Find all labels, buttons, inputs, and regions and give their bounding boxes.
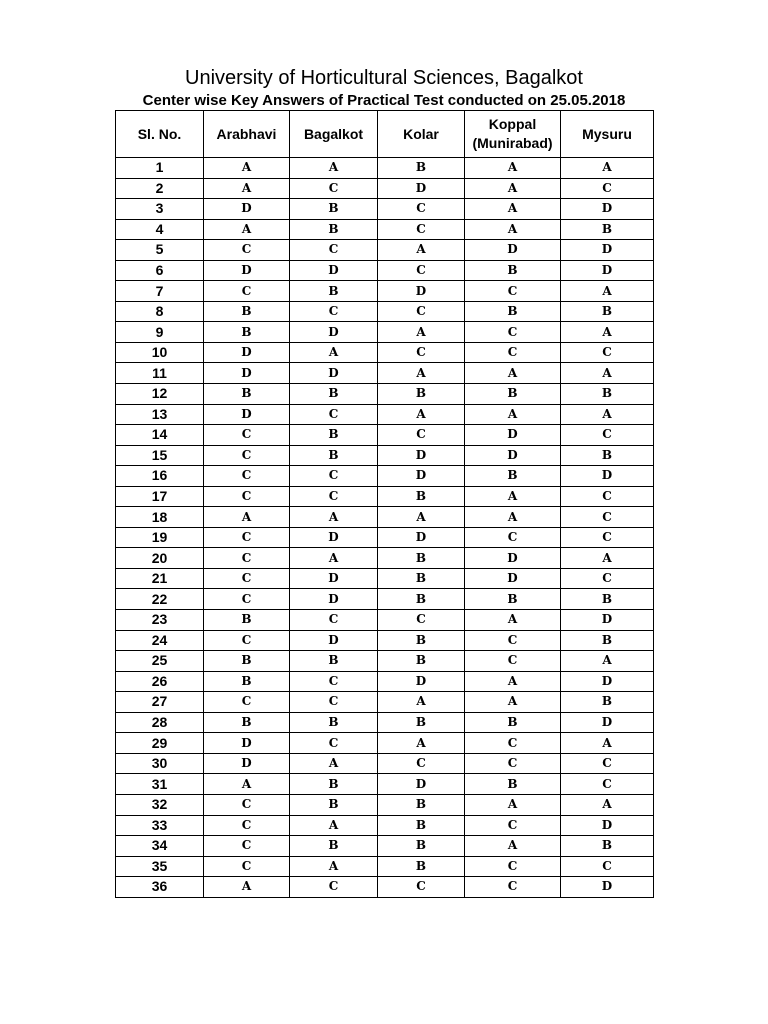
serial-number-cell: 7: [116, 281, 204, 302]
answer-cell-arabhavi: B: [204, 651, 290, 672]
answer-cell-mysuru: D: [561, 671, 654, 692]
answer-cell-koppal: C: [465, 856, 561, 877]
serial-number-cell: 35: [116, 856, 204, 877]
answer-cell-mysuru: A: [561, 794, 654, 815]
document-title: University of Horticultural Sciences, Bagalkot: [185, 67, 583, 89]
answer-cell-koppal: A: [465, 158, 561, 179]
document-subtitle: Center wise Key Answers of Practical Test conducted on 25.05.2018: [142, 92, 626, 109]
answer-cell-koppal: B: [465, 384, 561, 405]
answer-cell-kolar: C: [378, 219, 465, 240]
table-row: [116, 219, 654, 240]
answer-cell-bagalkot: C: [290, 178, 378, 199]
answer-cell-mysuru: A: [561, 158, 654, 179]
table-header: [116, 111, 654, 158]
table-row: [116, 425, 654, 446]
table-row: [116, 322, 654, 343]
table-row: [116, 199, 654, 220]
serial-number-cell: 22: [116, 589, 204, 610]
answer-cell-arabhavi: B: [204, 384, 290, 405]
answer-cell-bagalkot: A: [290, 815, 378, 836]
table-row: [116, 733, 654, 754]
answer-cell-bagalkot: A: [290, 753, 378, 774]
answer-cell-kolar: B: [378, 856, 465, 877]
answer-cell-koppal: B: [465, 260, 561, 281]
answer-cell-mysuru: B: [561, 384, 654, 405]
answer-cell-kolar: C: [378, 260, 465, 281]
answer-cell-arabhavi: C: [204, 589, 290, 610]
answer-cell-bagalkot: D: [290, 630, 378, 651]
answer-cell-mysuru: C: [561, 507, 654, 528]
answer-cell-mysuru: C: [561, 527, 654, 548]
answer-cell-koppal: A: [465, 836, 561, 857]
answer-cell-arabhavi: C: [204, 692, 290, 713]
answer-cell-kolar: C: [378, 753, 465, 774]
table-row: [116, 507, 654, 528]
table-row: [116, 568, 654, 589]
table-row: [116, 815, 654, 836]
answer-cell-koppal: A: [465, 610, 561, 631]
serial-number-cell: 36: [116, 877, 204, 898]
answer-cell-bagalkot: A: [290, 342, 378, 363]
answer-cell-kolar: D: [378, 774, 465, 795]
answer-cell-arabhavi: C: [204, 527, 290, 548]
answer-cell-mysuru: C: [561, 568, 654, 589]
answer-cell-koppal: C: [465, 651, 561, 672]
answer-cell-kolar: B: [378, 486, 465, 507]
answer-cell-bagalkot: D: [290, 322, 378, 343]
serial-number-cell: 6: [116, 260, 204, 281]
answer-cell-koppal: D: [465, 568, 561, 589]
answer-cell-kolar: D: [378, 527, 465, 548]
answer-cell-mysuru: A: [561, 363, 654, 384]
answer-cell-bagalkot: D: [290, 260, 378, 281]
serial-number-cell: 31: [116, 774, 204, 795]
answer-cell-kolar: B: [378, 158, 465, 179]
table-row: [116, 836, 654, 857]
answer-cell-arabhavi: A: [204, 774, 290, 795]
answer-cell-koppal: C: [465, 753, 561, 774]
answer-cell-mysuru: B: [561, 589, 654, 610]
answer-cell-arabhavi: C: [204, 486, 290, 507]
answer-cell-bagalkot: B: [290, 425, 378, 446]
table-row: [116, 486, 654, 507]
answer-cell-bagalkot: B: [290, 712, 378, 733]
answer-cell-kolar: B: [378, 630, 465, 651]
answer-cell-mysuru: D: [561, 815, 654, 836]
answer-cell-arabhavi: D: [204, 342, 290, 363]
answer-cell-arabhavi: A: [204, 219, 290, 240]
answer-key-table: [115, 110, 654, 898]
answer-cell-koppal: C: [465, 527, 561, 548]
table-body: [116, 158, 654, 898]
serial-number-cell: 21: [116, 568, 204, 589]
header-mysuru: Mysuru: [561, 111, 654, 158]
answer-cell-arabhavi: B: [204, 610, 290, 631]
serial-number-cell: 23: [116, 610, 204, 631]
answer-cell-bagalkot: B: [290, 445, 378, 466]
answer-cell-arabhavi: C: [204, 445, 290, 466]
answer-cell-kolar: A: [378, 322, 465, 343]
answer-cell-kolar: B: [378, 568, 465, 589]
answer-cell-mysuru: C: [561, 486, 654, 507]
answer-cell-bagalkot: D: [290, 589, 378, 610]
answer-cell-kolar: A: [378, 240, 465, 261]
answer-cell-bagalkot: B: [290, 774, 378, 795]
table-row: [116, 692, 654, 713]
answer-cell-mysuru: A: [561, 651, 654, 672]
answer-cell-kolar: B: [378, 651, 465, 672]
answer-cell-koppal: A: [465, 692, 561, 713]
serial-number-cell: 5: [116, 240, 204, 261]
table-row: [116, 342, 654, 363]
answer-cell-kolar: D: [378, 671, 465, 692]
answer-cell-kolar: B: [378, 712, 465, 733]
answer-cell-bagalkot: A: [290, 856, 378, 877]
answer-cell-arabhavi: A: [204, 507, 290, 528]
table-row: [116, 877, 654, 898]
answer-cell-arabhavi: C: [204, 856, 290, 877]
answer-cell-koppal: A: [465, 794, 561, 815]
answer-cell-kolar: A: [378, 363, 465, 384]
answer-cell-arabhavi: D: [204, 733, 290, 754]
table-row: [116, 158, 654, 179]
table-row: [116, 794, 654, 815]
answer-cell-kolar: B: [378, 815, 465, 836]
answer-cell-arabhavi: D: [204, 260, 290, 281]
answer-cell-bagalkot: D: [290, 363, 378, 384]
answer-cell-bagalkot: D: [290, 527, 378, 548]
answer-cell-kolar: C: [378, 425, 465, 446]
answer-cell-arabhavi: B: [204, 322, 290, 343]
answer-cell-bagalkot: B: [290, 219, 378, 240]
answer-cell-mysuru: D: [561, 240, 654, 261]
answer-cell-kolar: C: [378, 301, 465, 322]
answer-cell-koppal: A: [465, 219, 561, 240]
answer-cell-mysuru: D: [561, 877, 654, 898]
answer-cell-bagalkot: C: [290, 733, 378, 754]
table-row: [116, 630, 654, 651]
answer-cell-bagalkot: B: [290, 651, 378, 672]
answer-cell-mysuru: B: [561, 445, 654, 466]
answer-cell-arabhavi: B: [204, 712, 290, 733]
answer-cell-arabhavi: C: [204, 281, 290, 302]
table-row: [116, 466, 654, 487]
answer-cell-mysuru: A: [561, 322, 654, 343]
header-kolar: Kolar: [378, 111, 465, 158]
answer-cell-mysuru: A: [561, 281, 654, 302]
answer-cell-kolar: B: [378, 589, 465, 610]
table-row: [116, 712, 654, 733]
answer-cell-koppal: A: [465, 363, 561, 384]
table-row: [116, 548, 654, 569]
answer-cell-koppal: B: [465, 466, 561, 487]
answer-cell-arabhavi: A: [204, 178, 290, 199]
header-arabhavi: Arabhavi: [204, 111, 290, 158]
table-row: [116, 671, 654, 692]
answer-cell-bagalkot: C: [290, 404, 378, 425]
table-row: [116, 651, 654, 672]
answer-cell-arabhavi: C: [204, 836, 290, 857]
serial-number-cell: 25: [116, 651, 204, 672]
table-row: [116, 301, 654, 322]
answer-cell-mysuru: B: [561, 692, 654, 713]
serial-number-cell: 8: [116, 301, 204, 322]
answer-cell-mysuru: A: [561, 548, 654, 569]
table-row: [116, 774, 654, 795]
answer-cell-arabhavi: D: [204, 753, 290, 774]
answer-cell-mysuru: D: [561, 610, 654, 631]
header-bagalkot: Bagalkot: [290, 111, 378, 158]
answer-cell-koppal: C: [465, 342, 561, 363]
answer-cell-kolar: A: [378, 404, 465, 425]
answer-cell-kolar: A: [378, 507, 465, 528]
answer-cell-mysuru: C: [561, 425, 654, 446]
answer-cell-kolar: B: [378, 836, 465, 857]
answer-cell-bagalkot: B: [290, 199, 378, 220]
answer-cell-kolar: C: [378, 342, 465, 363]
answer-cell-arabhavi: A: [204, 158, 290, 179]
serial-number-cell: 10: [116, 342, 204, 363]
answer-cell-mysuru: C: [561, 856, 654, 877]
serial-number-cell: 26: [116, 671, 204, 692]
answer-cell-koppal: B: [465, 712, 561, 733]
serial-number-cell: 30: [116, 753, 204, 774]
answer-cell-koppal: C: [465, 815, 561, 836]
answer-cell-koppal: C: [465, 322, 561, 343]
answer-cell-koppal: A: [465, 199, 561, 220]
answer-cell-arabhavi: C: [204, 466, 290, 487]
table-row: [116, 260, 654, 281]
answer-cell-arabhavi: D: [204, 404, 290, 425]
table-row: [116, 610, 654, 631]
answer-cell-koppal: C: [465, 733, 561, 754]
table-row: [116, 240, 654, 261]
answer-cell-mysuru: C: [561, 774, 654, 795]
answer-cell-kolar: A: [378, 733, 465, 754]
serial-number-cell: 1: [116, 158, 204, 179]
answer-cell-mysuru: A: [561, 733, 654, 754]
serial-number-cell: 27: [116, 692, 204, 713]
table-row: [116, 856, 654, 877]
answer-cell-bagalkot: C: [290, 692, 378, 713]
answer-cell-bagalkot: B: [290, 836, 378, 857]
answer-cell-bagalkot: C: [290, 466, 378, 487]
answer-cell-koppal: A: [465, 178, 561, 199]
answer-cell-bagalkot: C: [290, 301, 378, 322]
serial-number-cell: 12: [116, 384, 204, 405]
serial-number-cell: 14: [116, 425, 204, 446]
answer-cell-koppal: B: [465, 301, 561, 322]
answer-cell-kolar: C: [378, 199, 465, 220]
table-row: [116, 404, 654, 425]
answer-cell-kolar: D: [378, 466, 465, 487]
answer-cell-arabhavi: D: [204, 199, 290, 220]
answer-cell-mysuru: B: [561, 630, 654, 651]
answer-cell-arabhavi: C: [204, 568, 290, 589]
answer-cell-mysuru: C: [561, 178, 654, 199]
answer-cell-bagalkot: C: [290, 877, 378, 898]
answer-cell-mysuru: D: [561, 260, 654, 281]
table-row: [116, 363, 654, 384]
answer-cell-bagalkot: B: [290, 281, 378, 302]
answer-cell-mysuru: B: [561, 301, 654, 322]
serial-number-cell: 13: [116, 404, 204, 425]
answer-cell-kolar: A: [378, 692, 465, 713]
answer-cell-koppal: C: [465, 281, 561, 302]
answer-cell-bagalkot: D: [290, 568, 378, 589]
answer-cell-arabhavi: C: [204, 794, 290, 815]
header-sl-no: Sl. No.: [116, 111, 204, 158]
answer-cell-kolar: B: [378, 548, 465, 569]
answer-cell-bagalkot: A: [290, 548, 378, 569]
answer-cell-mysuru: C: [561, 342, 654, 363]
serial-number-cell: 33: [116, 815, 204, 836]
answer-cell-bagalkot: A: [290, 507, 378, 528]
serial-number-cell: 24: [116, 630, 204, 651]
answer-cell-koppal: C: [465, 630, 561, 651]
answer-cell-koppal: A: [465, 486, 561, 507]
answer-cell-mysuru: B: [561, 836, 654, 857]
answer-cell-arabhavi: C: [204, 240, 290, 261]
answer-cell-koppal: D: [465, 445, 561, 466]
table-row: [116, 445, 654, 466]
serial-number-cell: 16: [116, 466, 204, 487]
answer-cell-kolar: B: [378, 794, 465, 815]
answer-cell-koppal: A: [465, 671, 561, 692]
answer-cell-koppal: D: [465, 425, 561, 446]
answer-cell-bagalkot: C: [290, 240, 378, 261]
answer-cell-bagalkot: C: [290, 610, 378, 631]
serial-number-cell: 15: [116, 445, 204, 466]
answer-cell-arabhavi: C: [204, 548, 290, 569]
serial-number-cell: 32: [116, 794, 204, 815]
answer-cell-mysuru: D: [561, 712, 654, 733]
answer-cell-koppal: A: [465, 507, 561, 528]
answer-cell-bagalkot: C: [290, 671, 378, 692]
serial-number-cell: 4: [116, 219, 204, 240]
table-row: [116, 281, 654, 302]
answer-cell-kolar: C: [378, 610, 465, 631]
serial-number-cell: 20: [116, 548, 204, 569]
answer-cell-arabhavi: C: [204, 630, 290, 651]
answer-cell-mysuru: B: [561, 219, 654, 240]
answer-cell-koppal: D: [465, 240, 561, 261]
answer-cell-koppal: B: [465, 774, 561, 795]
answer-cell-koppal: A: [465, 404, 561, 425]
answer-cell-mysuru: D: [561, 199, 654, 220]
answer-cell-koppal: C: [465, 877, 561, 898]
serial-number-cell: 11: [116, 363, 204, 384]
answer-cell-kolar: D: [378, 281, 465, 302]
answer-cell-mysuru: C: [561, 753, 654, 774]
answer-cell-kolar: D: [378, 445, 465, 466]
serial-number-cell: 34: [116, 836, 204, 857]
answer-cell-arabhavi: A: [204, 877, 290, 898]
serial-number-cell: 3: [116, 199, 204, 220]
serial-number-cell: 9: [116, 322, 204, 343]
header-koppal-munirabad: Koppal (Munirabad): [465, 111, 561, 158]
answer-cell-arabhavi: C: [204, 815, 290, 836]
answer-cell-arabhavi: B: [204, 671, 290, 692]
table-row: [116, 753, 654, 774]
answer-cell-bagalkot: A: [290, 158, 378, 179]
answer-cell-arabhavi: B: [204, 301, 290, 322]
answer-cell-kolar: B: [378, 384, 465, 405]
answer-cell-koppal: D: [465, 548, 561, 569]
answer-cell-mysuru: D: [561, 466, 654, 487]
answer-cell-arabhavi: C: [204, 425, 290, 446]
header-row: [116, 111, 654, 158]
table-row: [116, 178, 654, 199]
answer-cell-koppal: B: [465, 589, 561, 610]
answer-cell-bagalkot: B: [290, 794, 378, 815]
table-row: [116, 589, 654, 610]
serial-number-cell: 18: [116, 507, 204, 528]
serial-number-cell: 29: [116, 733, 204, 754]
table-row: [116, 527, 654, 548]
answer-cell-mysuru: A: [561, 404, 654, 425]
answer-cell-bagalkot: C: [290, 486, 378, 507]
answer-cell-kolar: C: [378, 877, 465, 898]
answer-cell-arabhavi: D: [204, 363, 290, 384]
serial-number-cell: 28: [116, 712, 204, 733]
answer-cell-bagalkot: B: [290, 384, 378, 405]
serial-number-cell: 17: [116, 486, 204, 507]
serial-number-cell: 2: [116, 178, 204, 199]
answer-cell-kolar: D: [378, 178, 465, 199]
serial-number-cell: 19: [116, 527, 204, 548]
table-row: [116, 384, 654, 405]
